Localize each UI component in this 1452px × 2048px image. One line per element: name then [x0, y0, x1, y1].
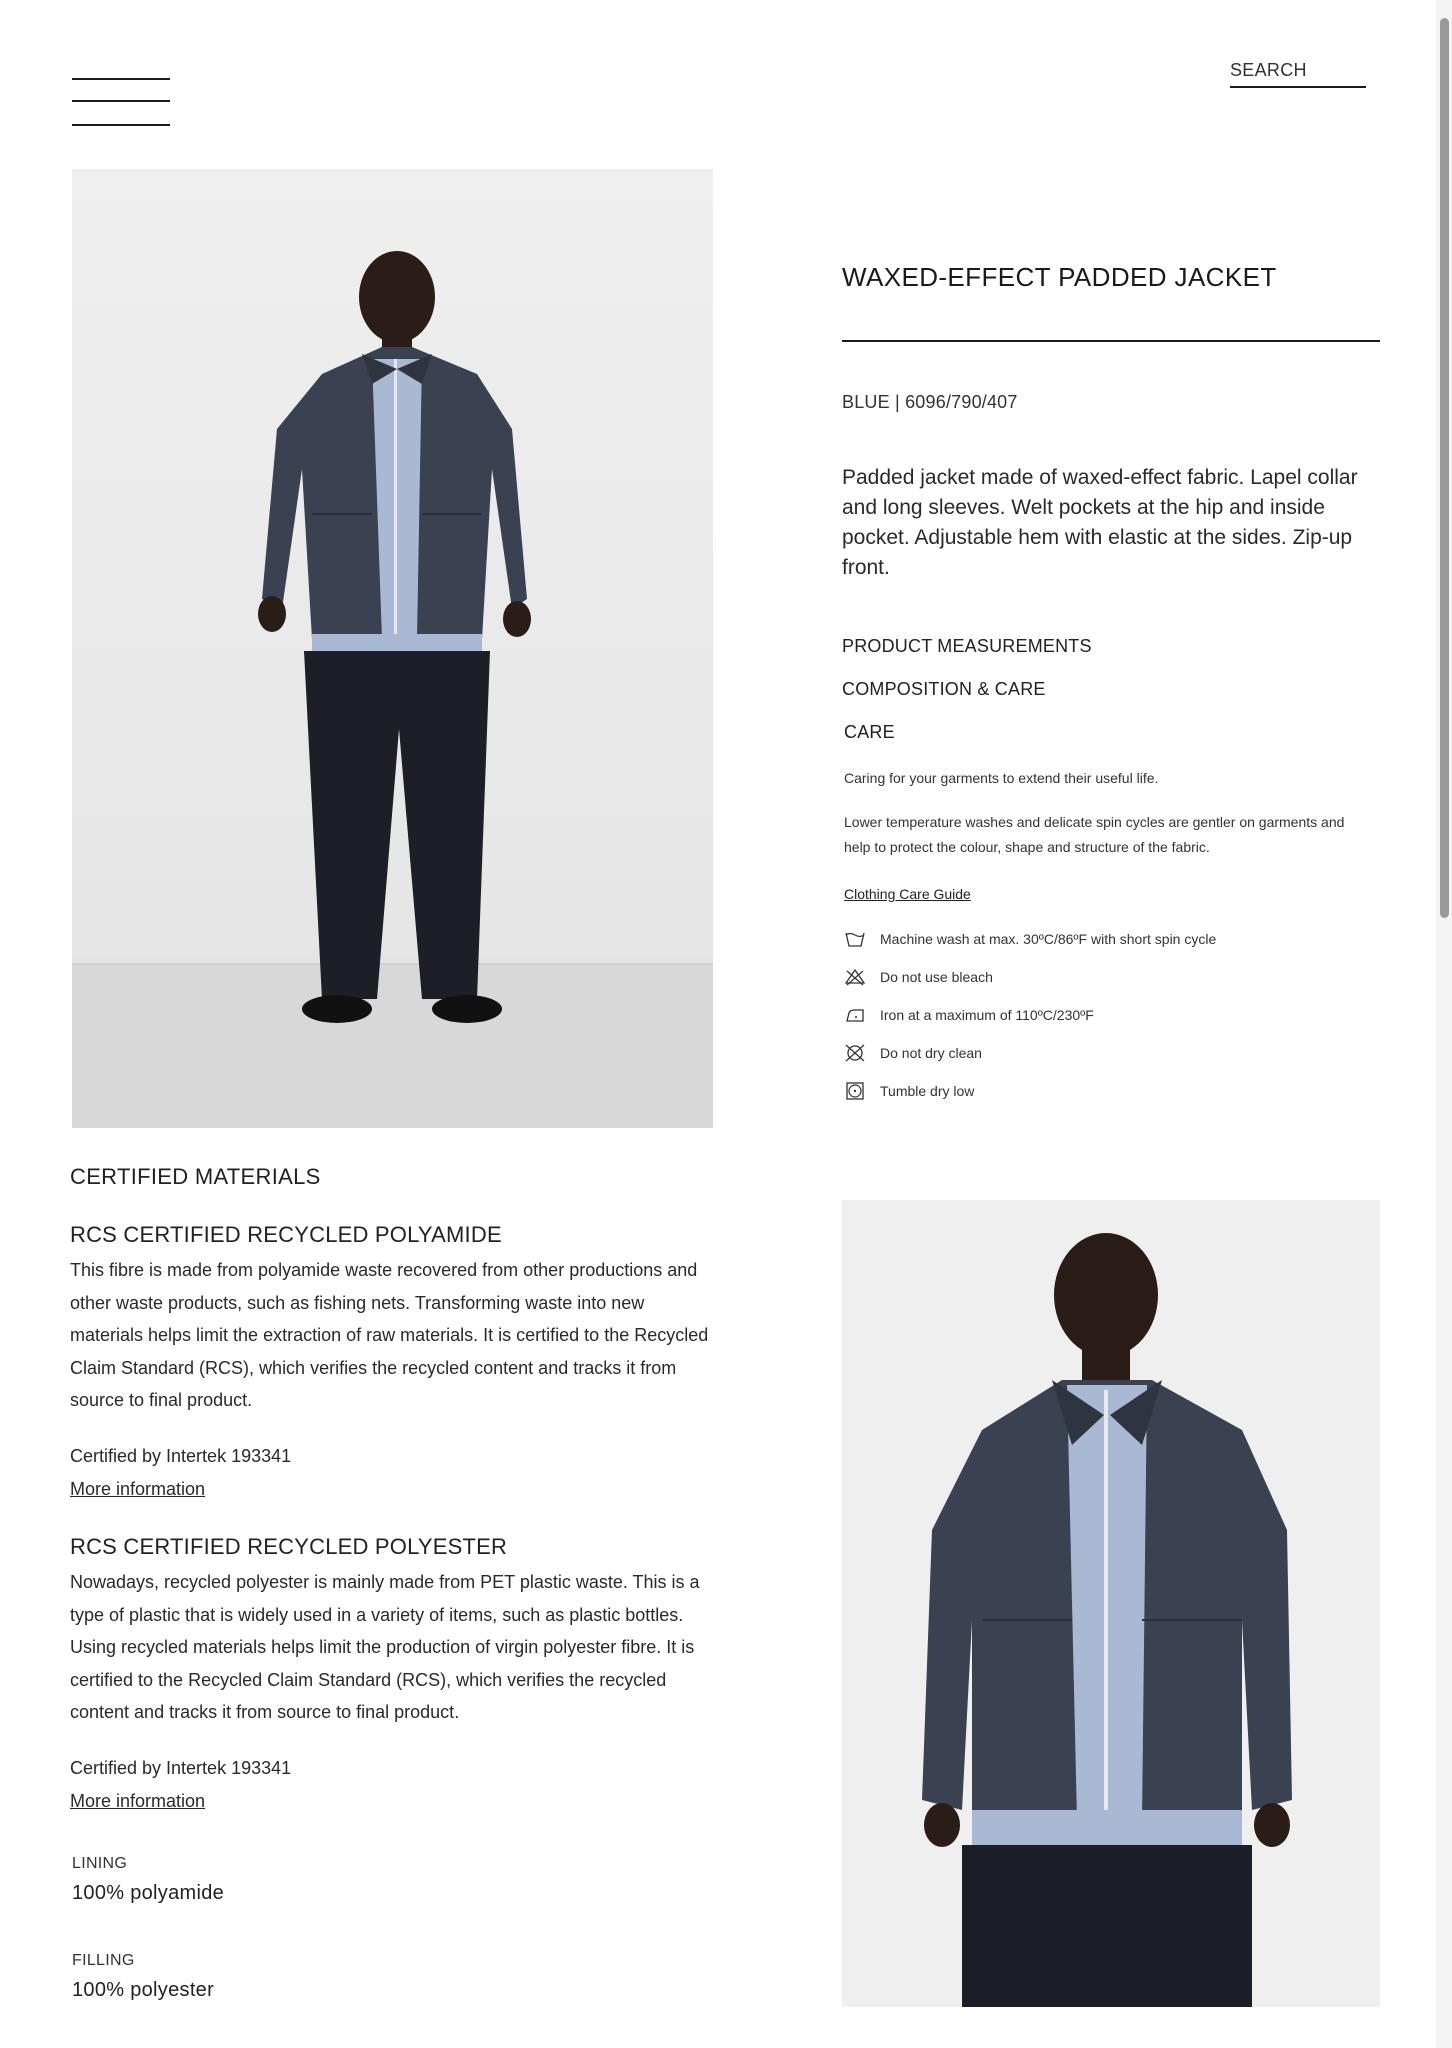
care-item-text: Tumble dry low	[880, 1083, 975, 1099]
tumble-dry-low-icon	[844, 1080, 866, 1102]
product-description: Padded jacket made of waxed-effect fabric. Lapel collar and long sleeves. Welt pockets at the hip and inside pocket. Adjustable hem with elastic at the sides. Zip-up front.	[842, 466, 1358, 579]
certified-materials-heading: CERTIFIED MATERIALS	[70, 1164, 321, 1189]
material-certifier: Certified by Intertek 193341	[70, 1758, 292, 1778]
more-information-link[interactable]: More information	[70, 1479, 206, 1499]
material-description: Nowadays, recycled polyester is mainly made from PET plastic waste. This is a type of plastic that is widely used in a variety of items, such as plastic bottles. Using recycled materials helps limit the production of virgin polyester fibre. It is certified to the Recycled Claim Standard (RCS), which verifies the recycled content and tracks it from source to final product.	[70, 1572, 700, 1723]
care-item	[844, 1034, 1364, 1072]
composition-care-link[interactable]: COMPOSITION & CARE	[842, 679, 1046, 699]
material-description: This fibre is made from polyamide waste recovered from other productions and other waste products, such as fishing nets. Transforming waste into new materials helps limit the extraction of raw materials. It is certified to the Recycled Claim Standard (RCS), which verifies the recycled content and tracks it from source to final product.	[70, 1260, 709, 1411]
no-bleach-icon	[844, 966, 866, 988]
care-item	[844, 1072, 1364, 1110]
lining-label: LINING	[72, 1855, 128, 1872]
search-input[interactable]: SEARCH	[1230, 58, 1366, 88]
clothing-care-guide-link[interactable]: Clothing Care Guide	[844, 886, 971, 902]
product-color-reference: BLUE | 6096/790/407	[842, 392, 1018, 412]
care-item-text: Iron at a maximum of 110ºC/230ºF	[880, 1007, 1094, 1023]
care-intro: Caring for your garments to extend their useful life.	[844, 770, 1159, 786]
machine-wash-icon	[844, 928, 866, 950]
product-measurements-link[interactable]: PRODUCT MEASUREMENTS	[842, 636, 1092, 656]
menu-bar	[72, 78, 170, 80]
menu-icon[interactable]	[72, 76, 170, 128]
more-information-link[interactable]: More information	[70, 1791, 206, 1811]
care-item-text: Do not dry clean	[880, 1045, 982, 1061]
material-title: RCS CERTIFIED RECYCLED POLYESTER	[70, 1534, 508, 1559]
care-item	[844, 920, 1364, 958]
no-dry-clean-icon	[844, 1042, 866, 1064]
menu-bar	[72, 124, 170, 126]
product-image-full-body[interactable]	[72, 169, 713, 1128]
iron-icon	[844, 1004, 866, 1026]
care-heading: CARE	[844, 722, 895, 742]
filling-label: FILLING	[72, 1952, 135, 1969]
product-title: WAXED-EFFECT PADDED JACKET	[842, 262, 1277, 292]
lining-value: 100% polyamide	[72, 1882, 225, 1904]
care-item-text: Do not use bleach	[880, 969, 993, 985]
care-item	[844, 996, 1364, 1034]
care-note: Lower temperature washes and delicate spin cycles are gentler on garments and help to protect the colour, shape and structure of the fabric.	[844, 814, 1345, 855]
material-title: RCS CERTIFIED RECYCLED POLYAMIDE	[70, 1222, 502, 1247]
menu-bar	[72, 100, 170, 102]
care-item-text: Machine wash at max. 30ºC/86ºF with short spin cycle	[880, 931, 1217, 947]
material-certifier: Certified by Intertek 193341	[70, 1446, 292, 1466]
care-instructions-list	[844, 920, 1364, 1110]
scrollbar-thumb[interactable]	[1440, 18, 1449, 918]
care-item	[844, 958, 1364, 996]
filling-value: 100% polyester	[72, 1979, 215, 2001]
product-image-closeup[interactable]	[842, 1200, 1380, 2007]
divider	[842, 340, 1380, 342]
